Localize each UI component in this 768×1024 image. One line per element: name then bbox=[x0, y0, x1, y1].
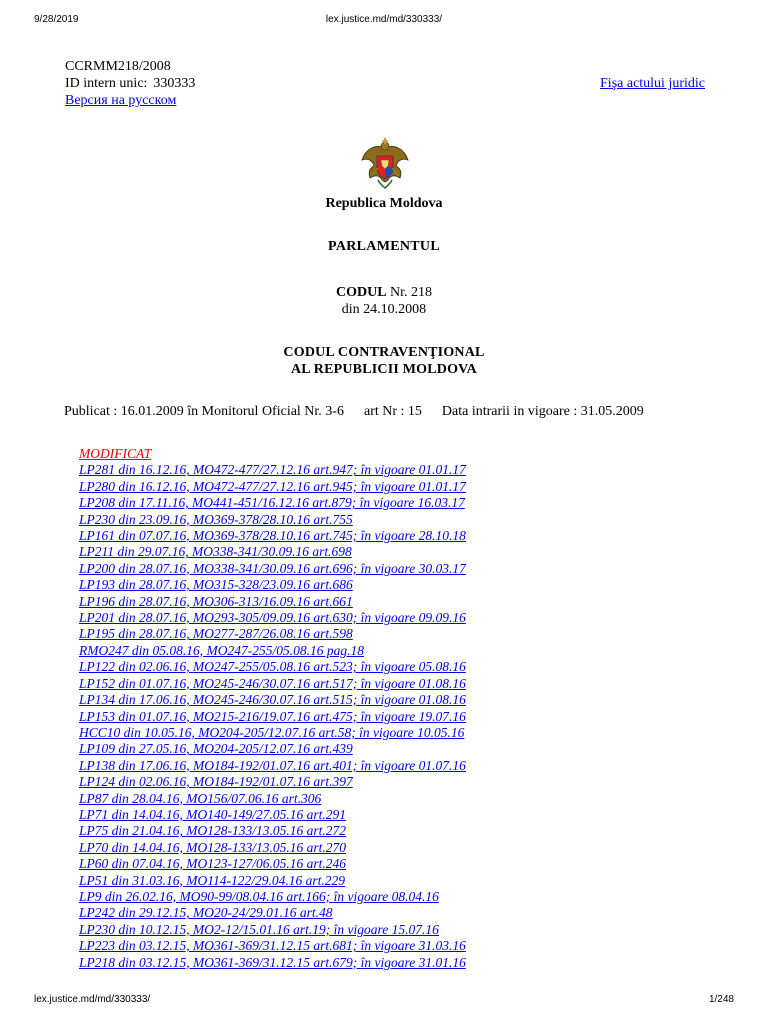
modification-link[interactable]: LP193 din 28.07.16, MO315-328/23.09.16 art.686 bbox=[79, 577, 353, 593]
modification-link[interactable]: LP9 din 26.02.16, MO90-99/08.04.16 art.166; în vigoare 08.04.16 bbox=[79, 888, 439, 904]
modification-link[interactable]: LP230 din 23.09.16, MO369-378/28.10.16 art.755 bbox=[79, 511, 353, 527]
modification-link[interactable]: LP152 din 01.07.16, MO245-246/30.07.16 art.517; în vigoare 01.08.16 bbox=[79, 675, 466, 691]
modification-link[interactable]: LP195 din 28.07.16, MO277-287/26.08.16 art.598 bbox=[79, 626, 353, 642]
modification-link[interactable]: LP208 din 17.11.16, MO441-451/16.12.16 art.879; în vigoare 16.03.17 bbox=[79, 495, 465, 511]
document-title bbox=[0, 344, 768, 378]
title-line-2: AL REPUBLICII MOLDOVA bbox=[291, 362, 477, 377]
print-url: lex.justice.md/md/330333/ bbox=[325, 14, 443, 25]
modification-link[interactable]: LP196 din 28.07.16, MO306-313/16.09.16 art.661 bbox=[79, 593, 353, 609]
title-line-1: CODUL CONTRAVENŢIONAL bbox=[283, 345, 485, 360]
russian-version-link[interactable]: Версия на русском bbox=[65, 93, 177, 108]
footer-url: lex.justice.md/md/330333/ bbox=[34, 994, 151, 1005]
print-header bbox=[0, 14, 768, 28]
modification-link[interactable]: LP242 din 29.12.15, MO20-24/29.01.16 art.48 bbox=[79, 905, 333, 921]
modification-link[interactable]: LP201 din 28.07.16, MO293-305/09.09.16 art.630; în vigoare 09.09.16 bbox=[79, 610, 466, 626]
in-force-date: Data intrarii in vigoare : 31.05.2009 bbox=[441, 404, 644, 419]
modification-link[interactable]: LP122 din 02.06.16, MO247-255/05.08.16 art.523; în vigoare 05.08.16 bbox=[79, 659, 466, 675]
modification-link[interactable]: LP211 din 29.07.16, MO338-341/30.09.16 art.698 bbox=[79, 544, 352, 560]
modification-link[interactable]: LP223 din 03.12.15, MO361-369/31.12.15 art.681; în vigoare 31.03.16 bbox=[79, 938, 466, 954]
internal-id bbox=[65, 75, 195, 92]
modification-link[interactable]: LP161 din 07.07.16, MO369-378/28.10.16 art.745; în vigoare 28.10.18 bbox=[79, 528, 466, 544]
internal-id-value: 330333 bbox=[153, 76, 196, 91]
modification-link[interactable]: LP71 din 14.04.16, MO140-149/27.05.16 art.291 bbox=[79, 806, 347, 822]
modification-link[interactable]: HCC10 din 10.05.16, MO204-205/12.07.16 art.58; în vigoare 10.05.16 bbox=[79, 724, 465, 740]
modification-link[interactable]: LP87 din 28.04.16, MO156/07.06.16 art.306 bbox=[79, 790, 322, 806]
modification-link[interactable]: LP153 din 01.07.16, MO215-216/19.07.16 art.475; în vigoare 19.07.16 bbox=[79, 708, 466, 724]
modification-link[interactable]: LP51 din 31.03.16, MO114-122/29.04.16 art.229 bbox=[79, 872, 345, 888]
article-number: art Nr : 15 bbox=[363, 404, 422, 419]
modification-link[interactable]: LP134 din 17.06.16, MO245-246/30.07.16 art.515; în vigoare 01.08.16 bbox=[79, 692, 466, 708]
modified-label: MODIFICAT bbox=[79, 446, 152, 461]
publication-info bbox=[64, 404, 644, 420]
code-number: Nr. 218 bbox=[390, 285, 433, 300]
modification-link[interactable]: LP60 din 07.04.16, MO123-127/06.05.16 art.246 bbox=[79, 856, 347, 872]
modification-link[interactable]: LP138 din 17.06.16, MO184-192/01.07.16 art.401; în vigoare 01.07.16 bbox=[79, 757, 466, 773]
modification-link[interactable]: LP280 din 16.12.16, MO472-477/27.12.16 art.945; în vigoare 01.01.17 bbox=[79, 478, 466, 494]
code-word: CODUL bbox=[335, 285, 387, 300]
code-number-block bbox=[0, 284, 768, 318]
moldova-coat-of-arms-icon bbox=[358, 138, 412, 190]
published-text: Publicat : 16.01.2009 în Monitorul Oficial Nr. 3-6 bbox=[64, 404, 344, 419]
modification-link[interactable]: LP230 din 10.12.15, MO2-12/15.01.16 art.19; în vigoare 15.07.16 bbox=[79, 921, 439, 937]
document-meta bbox=[65, 58, 195, 109]
country-name: Republica Moldova bbox=[325, 196, 443, 211]
modification-link[interactable]: LP124 din 02.06.16, MO184-192/01.07.16 art.397 bbox=[79, 774, 353, 790]
print-footer bbox=[0, 994, 768, 1008]
modification-link[interactable]: LP70 din 14.04.16, MO128-133/13.05.16 art.270 bbox=[79, 839, 347, 855]
modification-link[interactable]: LP109 din 27.05.16, MO204-205/12.07.16 art.439 bbox=[79, 741, 353, 757]
print-date: 9/28/2019 bbox=[34, 14, 79, 25]
internal-id-label: ID intern unic: bbox=[65, 76, 148, 91]
document-code: CCRMM218/2008 bbox=[65, 59, 171, 74]
modification-link[interactable]: LP218 din 03.12.15, MO361-369/31.12.15 art.679; în vigoare 31.01.16 bbox=[79, 954, 466, 970]
institution-name: PARLAMENTUL bbox=[328, 239, 440, 254]
modification-link[interactable]: LP75 din 21.04.16, MO128-133/13.05.16 art.272 bbox=[79, 823, 347, 839]
code-date: din 24.10.2008 bbox=[341, 302, 427, 317]
modification-link[interactable]: RMO247 din 05.08.16, MO247-255/05.08.16 pag.18 bbox=[79, 642, 364, 658]
modifications-list bbox=[79, 446, 466, 971]
modification-link[interactable]: LP281 din 16.12.16, MO472-477/27.12.16 art.947; în vigoare 01.01.17 bbox=[79, 462, 466, 478]
page-number: 1/248 bbox=[708, 994, 734, 1005]
legal-act-sheet-link[interactable]: Fişa actului juridic bbox=[600, 76, 705, 91]
modification-link[interactable]: LP200 din 28.07.16, MO338-341/30.09.16 art.696; în vigoare 30.03.17 bbox=[79, 560, 466, 576]
